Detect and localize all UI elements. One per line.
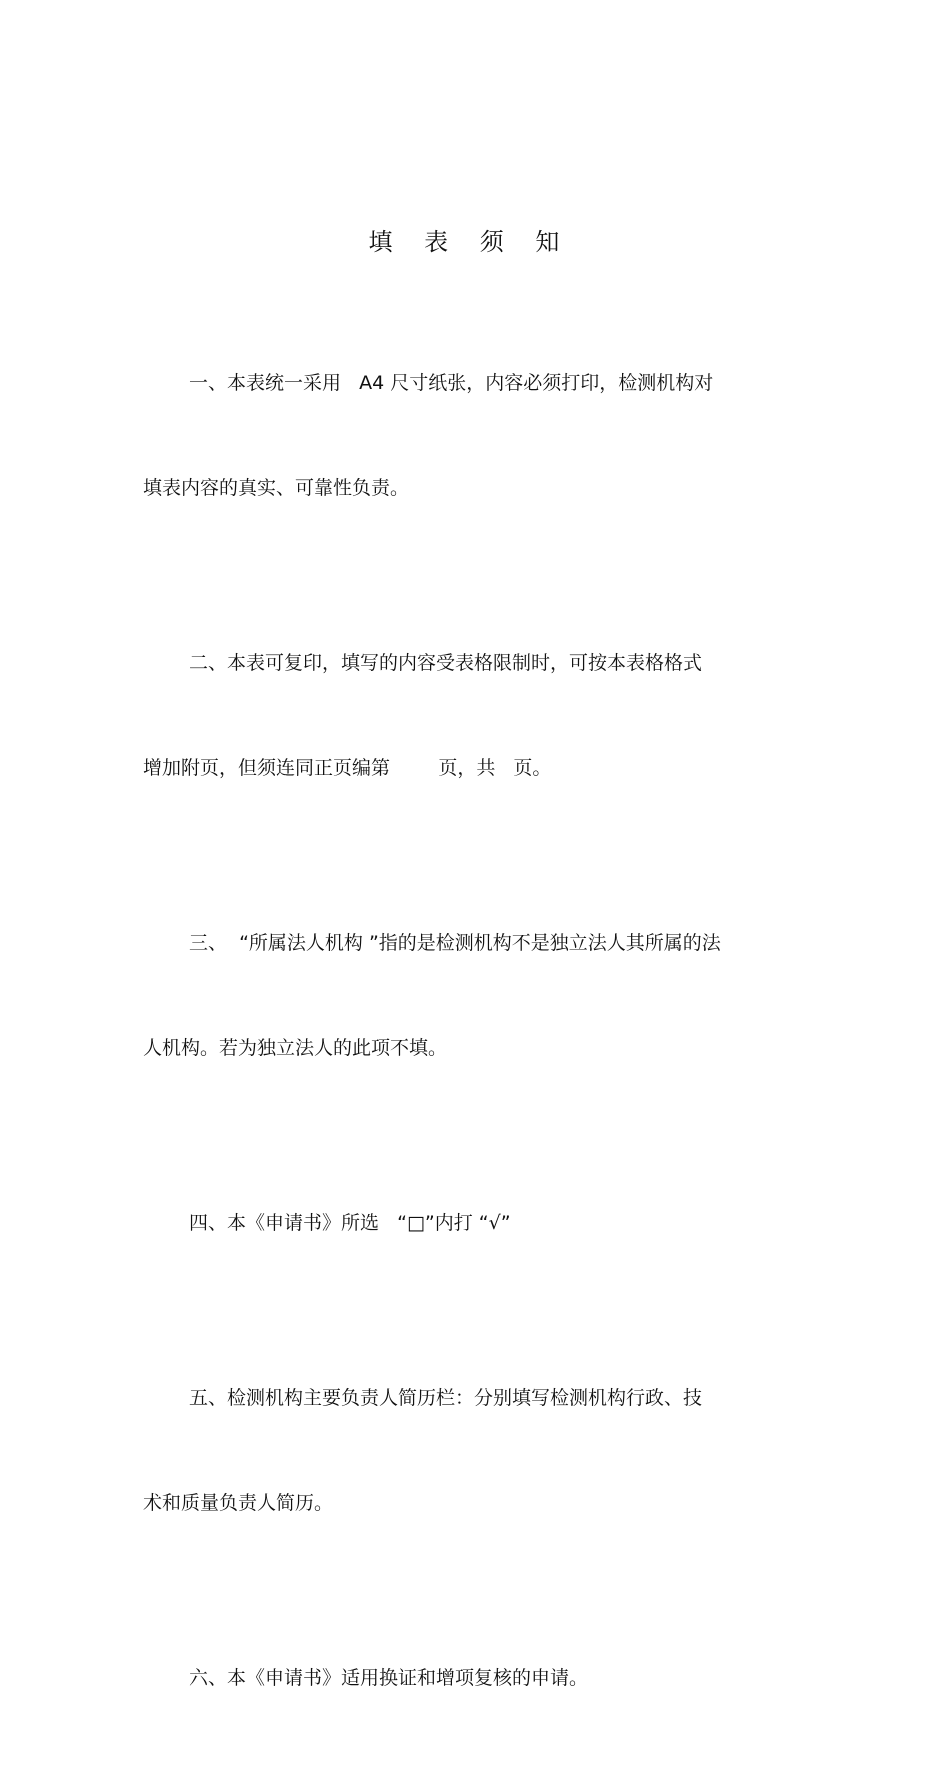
instruction-line: 二、本表可复印，填写的内容受表格限制时，可按本表格格式 (189, 652, 703, 674)
instruction-item-4 (143, 1136, 773, 1311)
instruction-line: 三、 “所属法人机构 ”指的是检测机构不是独立法人其所属的法 (189, 932, 721, 954)
instruction-line: 一、本表统一采用 A4 尺寸纸张，内容必须打印，检测机构对 (189, 372, 714, 394)
instruction-item-3 (143, 856, 773, 1136)
instruction-line: 填表内容的真实、可靠性负责。 (143, 477, 410, 499)
instruction-item-6 (143, 1591, 773, 1766)
instruction-item-2 (143, 576, 773, 856)
page-title: 填 表 须 知 (368, 228, 572, 256)
instruction-line: 六、本《申请书》适用换证和增项复核的申请。 (189, 1667, 589, 1689)
instruction-item-1 (143, 296, 773, 576)
instruction-line: 人机构。若为独立法人的此项不填。 (143, 1037, 448, 1059)
instructions-body (143, 296, 773, 1766)
instruction-line: 增加附页，但须连同正页编第 页，共 页。 (143, 757, 552, 779)
instruction-line: 四、本《申请书》所选 “□”内打 “√” (189, 1212, 511, 1234)
instruction-line: 五、检测机构主要负责人简历栏：分别填写检测机构行政、技 (189, 1387, 703, 1409)
instruction-line: 术和质量负责人简历。 (143, 1492, 334, 1514)
instruction-item-5 (143, 1311, 773, 1591)
